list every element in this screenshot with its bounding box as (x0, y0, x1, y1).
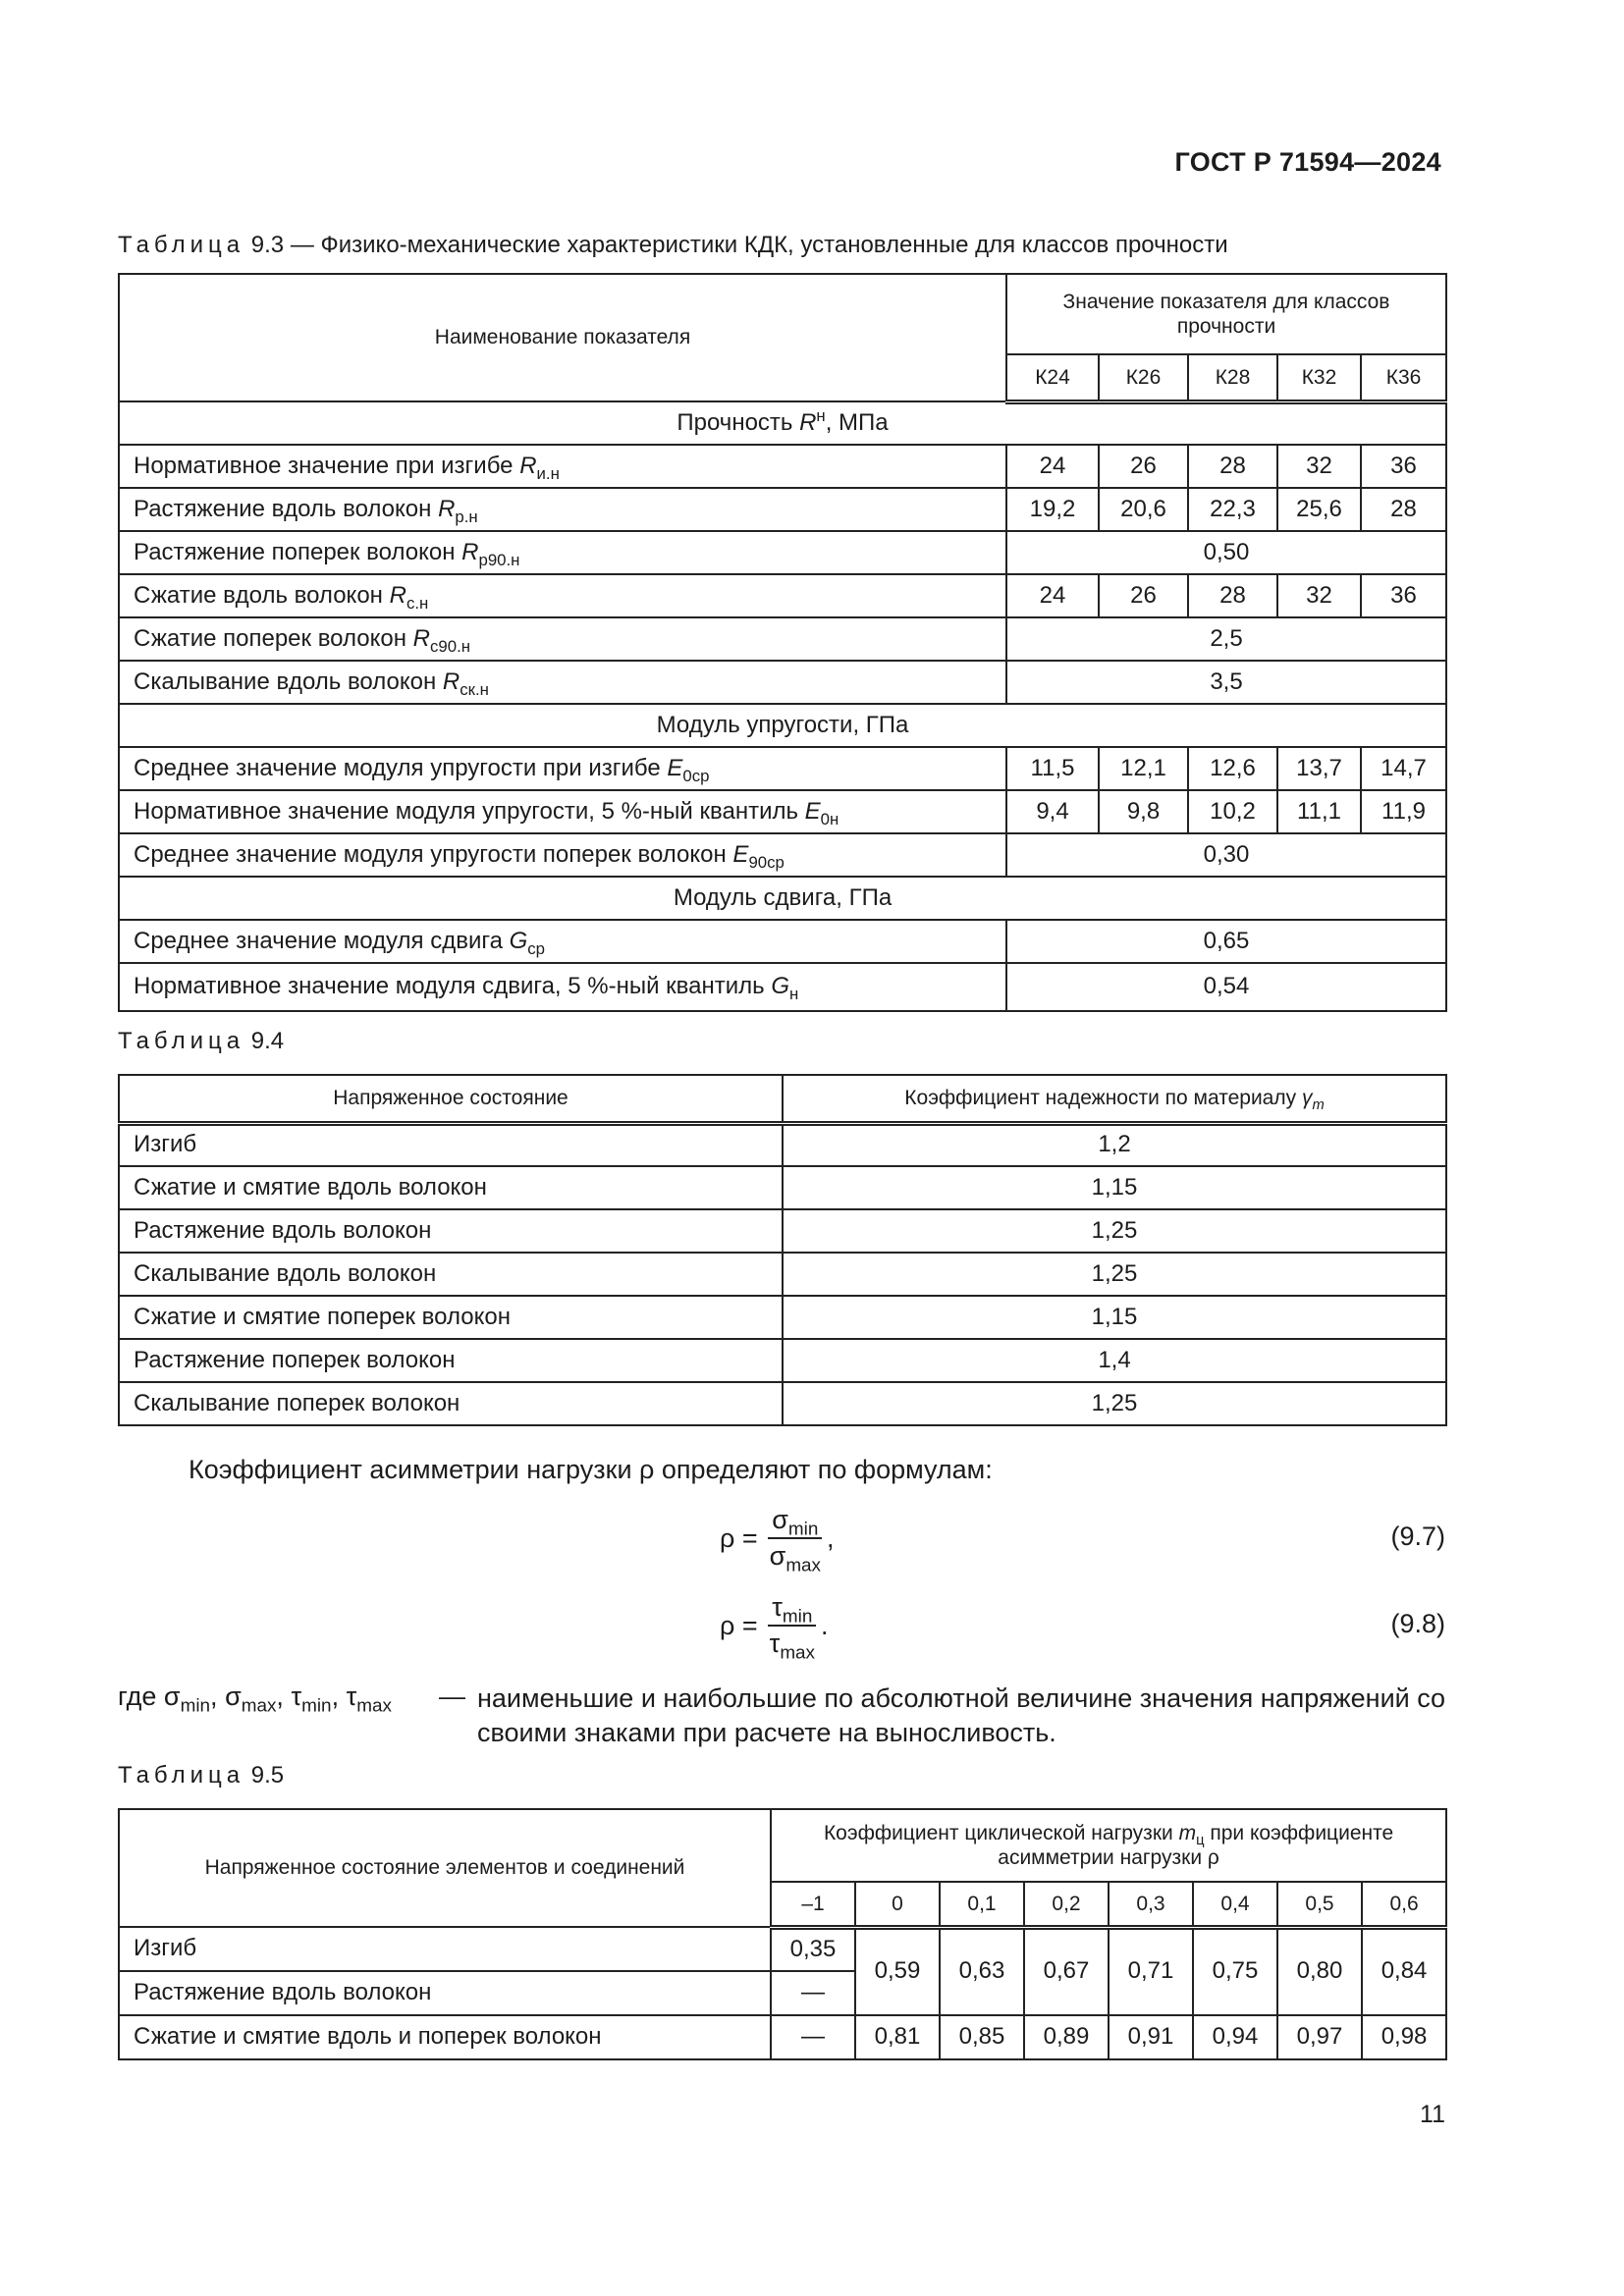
header-indicator-name: Наименование показателя (119, 274, 1006, 401)
table-9-4-caption (118, 1028, 284, 1055)
row-label (119, 963, 1006, 1011)
document-code: ГОСТ Р 71594—2024 (1174, 147, 1441, 177)
cell-value: 0,85 (940, 2015, 1024, 2059)
row-symbol-index: с90.н (430, 636, 471, 656)
row-symbol: R (412, 624, 431, 652)
section-shear (119, 877, 1446, 920)
header-rho-value: 0,2 (1024, 1882, 1109, 1927)
row-label (119, 747, 1006, 790)
cell-value: 13,7 (1277, 747, 1361, 790)
header-material-coefficient: Коэффициент надежности по материалу $\gamma_m$ (783, 1075, 1446, 1123)
cell-value: — (771, 2015, 855, 2059)
cell-value-shared: 0,67 (1024, 1927, 1109, 2015)
asymmetry-paragraph: Коэффициент асимметрии нагрузки ρ определяют по формулам: (189, 1455, 993, 1484)
caption-word: Таблица (118, 1762, 245, 1789)
row-label (119, 488, 1006, 531)
row-label: Скалывание вдоль волокон (119, 1253, 783, 1296)
header-class-к28: К28 (1188, 354, 1277, 401)
cell-value-merged: 0,30 (1006, 833, 1446, 877)
symbol-letter: τ (291, 1682, 302, 1711)
caption-text: — Физико-механические характеристики КДК, установленные для классов прочности (284, 232, 1228, 258)
cell-value: 0,94 (1193, 2015, 1277, 2059)
row-label-text: Среднее значение модуля сдвига (134, 927, 510, 954)
cell-value: 1,15 (783, 1296, 1446, 1339)
row-label (119, 790, 1006, 833)
cell-value-shared: 0,71 (1109, 1927, 1193, 2015)
row-label: Изгиб (119, 1927, 771, 1971)
caption-word: Таблица (118, 1028, 245, 1054)
row-symbol: E (804, 797, 821, 825)
table-9-4 (118, 1074, 1447, 1426)
equation-number-9-8: (9.8) (1390, 1609, 1445, 1638)
table-row (119, 1209, 1446, 1253)
row-symbol: R (438, 495, 456, 522)
table-9-5-caption (118, 1762, 284, 1789)
cell-value: 20,6 (1099, 488, 1188, 531)
row-label (119, 574, 1006, 617)
symbol-index: max (356, 1695, 392, 1717)
cell-value-merged: 0,65 (1006, 920, 1446, 963)
equation-number-9-7: (9.7) (1390, 1522, 1445, 1551)
cell-value: 26 (1099, 445, 1188, 488)
where-symbol (346, 1682, 392, 1717)
where-symbols: где $\sigma_{min}$, $\sigma_{max}$, $\tau_{min}$, $\tau_{max}$ (118, 1682, 392, 1717)
cell-value-merged: 0,54 (1006, 963, 1446, 1011)
symbol-letter: σ (163, 1682, 181, 1711)
row-symbol: E (732, 840, 749, 868)
row-symbol-index: 0ср (682, 766, 710, 785)
row-symbol: R (461, 538, 479, 565)
where-explanation: наименьшие и наибольшие по абсолютной величине значения напряжений со своими знаками при расчете на выносливость. (477, 1683, 1446, 1747)
symbol-letter: τ (346, 1682, 357, 1711)
symbol-index: max (241, 1695, 277, 1717)
header-rho-value: 0,5 (1277, 1882, 1362, 1927)
cell-value-merged: 0,50 (1006, 531, 1446, 574)
cell-value: 0,98 (1362, 2015, 1446, 2059)
symbol-index: min (180, 1695, 211, 1717)
cell-value: 28 (1361, 488, 1446, 531)
cell-value: 24 (1006, 445, 1099, 488)
cell-value: 25,6 (1277, 488, 1361, 531)
table-row (119, 1123, 1446, 1166)
cell-value: 0,81 (855, 2015, 940, 2059)
cell-value: 32 (1277, 445, 1361, 488)
symbol-separator: , (276, 1682, 292, 1711)
section-shear-title: Модуль сдвига, ГПа (119, 877, 1446, 920)
header-element-stress-state: Напряженное состояние элементов и соединений (119, 1809, 771, 1927)
symbol-separator: , (331, 1682, 347, 1711)
row-symbol: G (771, 973, 790, 1000)
header-rho-value: 0 (855, 1882, 940, 1927)
where-symbol (225, 1682, 277, 1717)
row-label: Скалывание поперек волокон (119, 1382, 783, 1425)
row-symbol: E (667, 754, 683, 781)
section-strength-title: Прочность $R^н$, МПа (119, 401, 1446, 445)
row-label-text: Сжатие поперек волокон (134, 624, 413, 652)
row-symbol-index: 90ср (748, 852, 785, 872)
cell-value: 32 (1277, 574, 1361, 617)
row-label-text: Растяжение вдоль волокон (134, 495, 439, 522)
row-label: Растяжение вдоль волокон (119, 1209, 783, 1253)
cell-value: 1,15 (783, 1166, 1446, 1209)
cell-value: 11,9 (1361, 790, 1446, 833)
header-class-к36: К36 (1361, 354, 1446, 401)
header-rho-value: –1 (771, 1882, 855, 1927)
header-rho-value: 0,4 (1193, 1882, 1277, 1927)
row-label-text: Среднее значение модуля упругости поперек волокон (134, 840, 733, 868)
cell-value: 0,97 (1277, 2015, 1362, 2059)
table-row (119, 617, 1446, 661)
formula-9-7: ρ = $\frac{\sigma_{min}}{\sigma_{max}}$ , (720, 1505, 835, 1576)
row-symbol-index: н (789, 984, 799, 1003)
table-row (119, 445, 1446, 488)
table-row (119, 1296, 1446, 1339)
cell-value: 11,5 (1006, 747, 1099, 790)
cell-value: 24 (1006, 574, 1099, 617)
where-dash: — (439, 1682, 465, 1711)
row-label-text: Среднее значение модуля упругости при изгибе (134, 754, 668, 781)
row-symbol-index: 0н (820, 809, 839, 828)
section-modulus (119, 704, 1446, 747)
cell-value-merged: 3,5 (1006, 661, 1446, 704)
page-number: 11 (1420, 2101, 1445, 2128)
table-row (119, 963, 1446, 1011)
header-class-к26: К26 (1099, 354, 1188, 401)
row-symbol-index: с.н (406, 593, 429, 613)
table-row (119, 531, 1446, 574)
row-label-text: Скалывание вдоль волокон (134, 667, 443, 695)
cell-value: 28 (1188, 445, 1277, 488)
row-label-text: Нормативное значение модуля сдвига, 5 %-ный квантиль (134, 973, 772, 1000)
row-label-text: Сжатие вдоль волокон (134, 581, 390, 609)
row-symbol: R (519, 452, 537, 479)
cell-value: 1,25 (783, 1253, 1446, 1296)
cell-value: — (771, 1971, 855, 2015)
table-row (119, 661, 1446, 704)
cell-value: 26 (1099, 574, 1188, 617)
table-row (119, 1382, 1446, 1425)
table-row (119, 1339, 1446, 1382)
cell-value: 36 (1361, 445, 1446, 488)
table-9-3-caption (118, 232, 1228, 259)
header-cyclic-coefficient: Коэффициент циклической нагрузки $m_ц$ при коэффициенте асимметрии нагрузки ρ (771, 1809, 1446, 1882)
row-label (119, 661, 1006, 704)
table-row (119, 488, 1446, 531)
section-modulus-title: Модуль упругости, ГПа (119, 704, 1446, 747)
table-row (119, 2015, 1446, 2059)
row-label (119, 617, 1006, 661)
row-symbol: G (509, 927, 528, 954)
row-symbol-index: р90.н (478, 550, 520, 569)
row-symbol-index: и.н (536, 463, 560, 483)
table-row (119, 1927, 1446, 1971)
row-symbol-index: р.н (455, 507, 478, 526)
row-label-text: Нормативное значение модуля упругости, 5 %-ный квантиль (134, 797, 805, 825)
table-row (119, 1253, 1446, 1296)
caption-number: 9.4 (250, 1028, 285, 1054)
row-label: Растяжение вдоль волокон (119, 1971, 771, 2015)
header-indicator-values: Значение показателя для классов прочности (1006, 274, 1446, 354)
header-rho-value: 0,1 (940, 1882, 1024, 1927)
table-row (119, 833, 1446, 877)
row-label (119, 833, 1006, 877)
cell-value: 28 (1188, 574, 1277, 617)
cell-value-shared: 0,75 (1193, 1927, 1277, 2015)
table-row (119, 574, 1446, 617)
cell-value: 10,2 (1188, 790, 1277, 833)
row-symbol-index: ср (527, 938, 545, 958)
header-class-к24: К24 (1006, 354, 1099, 401)
table-row (119, 790, 1446, 833)
cell-value-shared: 0,63 (940, 1927, 1024, 2015)
header-rho-value: 0,6 (1362, 1882, 1446, 1927)
cell-value: 1,4 (783, 1339, 1446, 1382)
row-label (119, 920, 1006, 963)
cell-value: 11,1 (1277, 790, 1361, 833)
cell-value-merged: 2,5 (1006, 617, 1446, 661)
cell-value: 22,3 (1188, 488, 1277, 531)
cell-value: 14,7 (1361, 747, 1446, 790)
where-symbol (291, 1682, 332, 1717)
symbol-letter: σ (225, 1682, 242, 1711)
cell-value: 9,8 (1099, 790, 1188, 833)
formula-9-8: ρ = $\frac{\tau_{min}}{\tau_{max}}$ . (720, 1592, 829, 1664)
cell-value-shared: 0,59 (855, 1927, 940, 2015)
cell-value: 1,2 (783, 1123, 1446, 1166)
cell-value: 19,2 (1006, 488, 1099, 531)
where-symbol (163, 1682, 211, 1717)
section-strength (119, 401, 1446, 445)
symbol-index: min (301, 1695, 332, 1717)
header-stress-state: Напряженное состояние (119, 1075, 783, 1123)
caption-number: 9.5 (250, 1762, 285, 1789)
row-label: Растяжение поперек волокон (119, 1339, 783, 1382)
row-label-text: Нормативное значение при изгибе (134, 452, 520, 479)
table-9-3 (118, 273, 1447, 1012)
symbol-separator: , (210, 1682, 226, 1711)
row-symbol-index: ск.н (460, 679, 489, 699)
header-rho-value: 0,3 (1109, 1882, 1193, 1927)
row-label: Сжатие и смятие поперек волокон (119, 1296, 783, 1339)
table-row (119, 920, 1446, 963)
row-symbol: R (442, 667, 460, 695)
caption-word: Таблица (118, 232, 245, 258)
cell-value: 0,35 (771, 1927, 855, 1971)
cell-value: 0,89 (1024, 2015, 1109, 2059)
cell-value: 12,1 (1099, 747, 1188, 790)
row-label-text: Растяжение поперек волокон (134, 538, 462, 565)
header-class-к32: К32 (1277, 354, 1361, 401)
row-label: Сжатие и смятие вдоль и поперек волокон (119, 2015, 771, 2059)
caption-number: 9.3 (250, 232, 285, 258)
cell-value-shared: 0,80 (1277, 1927, 1362, 2015)
cell-value: 36 (1361, 574, 1446, 617)
row-symbol: R (389, 581, 406, 609)
cell-value: 9,4 (1006, 790, 1099, 833)
row-label: Изгиб (119, 1123, 783, 1166)
row-label: Сжатие и смятие вдоль волокон (119, 1166, 783, 1209)
cell-value: 1,25 (783, 1382, 1446, 1425)
table-9-5 (118, 1808, 1447, 2060)
row-label (119, 445, 1006, 488)
cell-value-shared: 0,84 (1362, 1927, 1446, 2015)
cell-value: 12,6 (1188, 747, 1277, 790)
row-label (119, 531, 1006, 574)
cell-value: 1,25 (783, 1209, 1446, 1253)
table-row (119, 747, 1446, 790)
cell-value: 0,91 (1109, 2015, 1193, 2059)
table-row (119, 1166, 1446, 1209)
